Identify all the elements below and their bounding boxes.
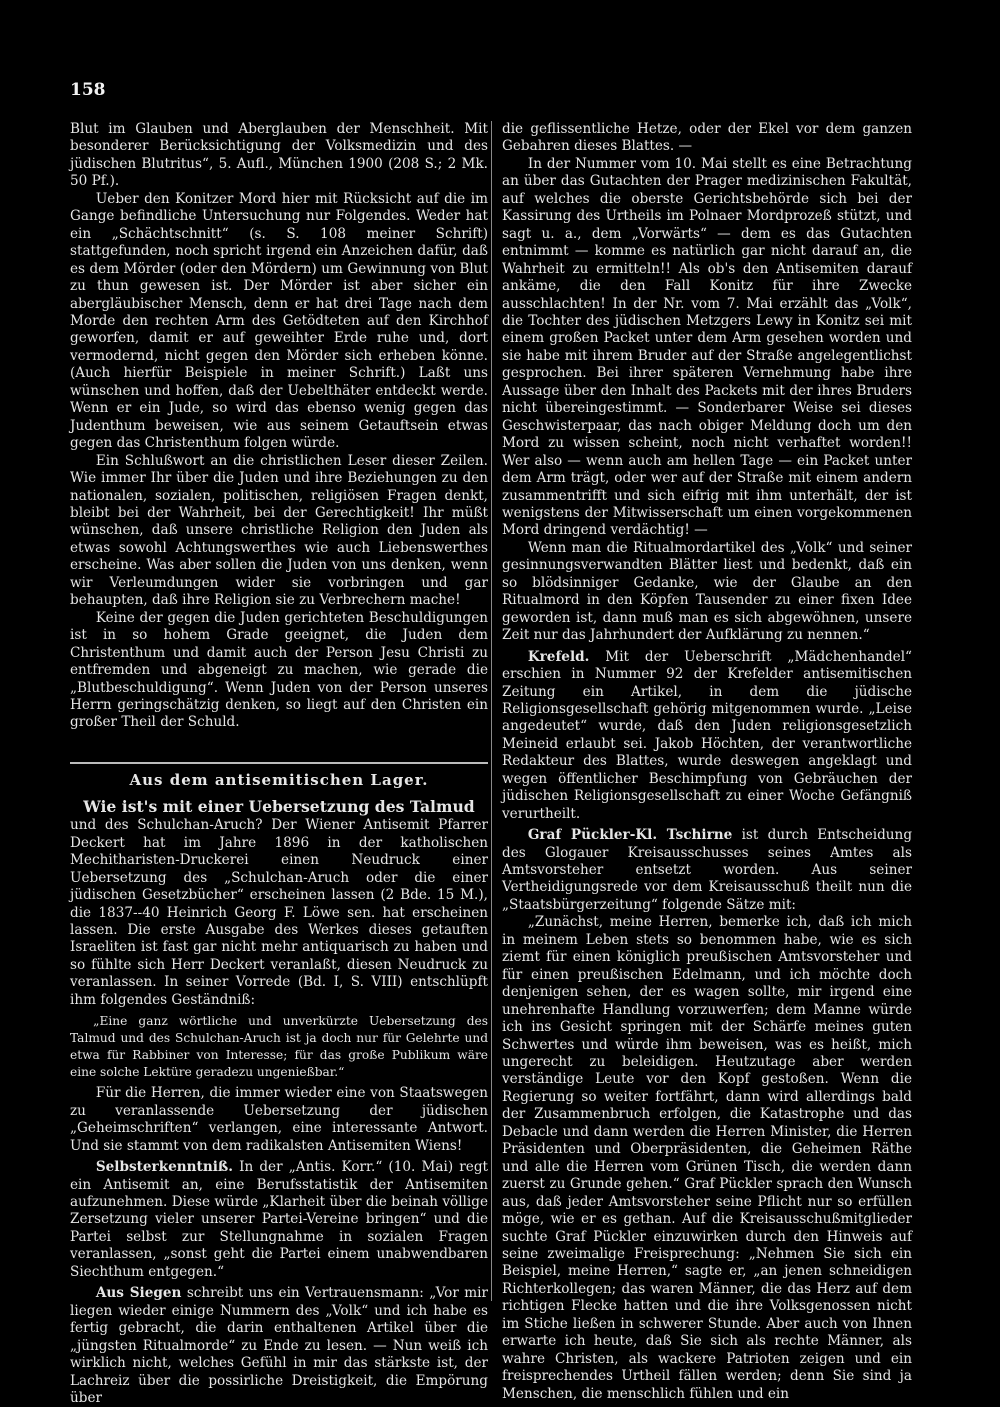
paragraph: Für die Herren, die immer wieder eine von Staatswegen zu veranlassende Uebersetzung der jüdischen „Geheimschriften“ verlangen, eine interessante Antwort. Und sie stammt von dem radikalsten Antisemiten Wiens! bbox=[70, 1085, 488, 1154]
article-head: Graf Pückler-Kl. Tschirne bbox=[527, 827, 733, 844]
paragraph: Ueber den Konitzer Mord hier mit Rücksicht auf die im Gange befindliche Untersuchung nur Folgendes. Weder hat ein „Schächtschnitt“ (s. S. 108 meiner Schrift) stattgefunden, noch spricht irgend ein Anzeichen dafür, daß es dem Mörder (oder den Mördern) um Gewinnung von Blut zu thun gewesen ist. Der Mörder ist aber sicher ein abergläubischer Mensch, denn er hat drei Tage nach dem Morde den rechten Arm des Getödteten auf den Kirchhof geworfen, damit er auf geweihter Erde ruhe und, dort vermodernd, nicht gegen den Mörder sich erheben könne. (Auch hierfür Beispiele in meiner Schrift.) Laßt uns wünschen und hoffen, daß der Uebelthäter entdeckt werde. Wenn er ein Jude, so wird das ebenso wenig gegen das Judenthum beweisen, wie aus seinem Getauftsein etwas gegen das Christenthum folgen würde. bbox=[70, 190, 488, 452]
paragraph bbox=[70, 1285, 488, 1407]
paragraph bbox=[70, 1159, 488, 1281]
quote: „Eine ganz wörtliche und unverkürzte Uebersetzung des Talmud und des Schulchan-Aruch ist ja doch nur für Gelehrte und etwa für Rabbiner von Interesse; für das große Publikum wäre eine solche Lektüre geradezu ungenießbar.“ bbox=[70, 1014, 488, 1080]
article-head: Krefeld. bbox=[527, 648, 590, 665]
section-title: Aus dem antisemitischen Lager. bbox=[70, 762, 488, 789]
paragraph: die geflissentliche Hetze, oder der Ekel vor dem ganzen Gebahren dieses Blattes. — bbox=[502, 121, 912, 155]
article-head: Aus Siegen bbox=[95, 1285, 182, 1302]
right-column bbox=[502, 121, 912, 1403]
paragraph bbox=[502, 827, 912, 914]
paragraph-text: Mit der Ueberschrift „Mädchenhandel“ erschien in Nummer 92 der Krefelder antisemitischen Zeitung ein Artikel, in dem die jüdische Religionsgesellschaft gehörig mitgenommen wurde. „Leise angedeutet“ wurde, daß den Juden religionsgesetzlich Meineid erlaubt sei. Jakob Höchten, der verantwortliche Redakteur des Blattes, wurde deswegen angeklagt und wegen öffentlicher Beschimpfung von Gebräuchen der jüdischen Religionsgesellschaft zu einer Woche Gefängniß verurtheilt. bbox=[502, 648, 913, 822]
paragraph: Keine der gegen die Juden gerichteten Beschuldigungen ist in so hohem Grade geeignet, die Juden dem Christenthum und damit auch der Person Jesu Christi zu entfremden und abgeneigt zu machen, wie gerade die „Blutbeschuldigung“. Wenn Juden von der Person unseres Herrn geringschätzig denken, so liegt auf den Christen ein großer Theil der Schuld. bbox=[70, 609, 488, 731]
paragraph-text: schreibt uns ein Vertrauensmann: „Vor mir liegen wieder einige Nummern des „Volk“ und ich habe es fertig gebracht, die darin enthaltenen Artikel über die „jüngsten Ritualmorde“ zu Ende zu lesen. — Nun weiß ich wirklich nicht, welches Gefühl in mir das stärkste ist, der Lachreiz über die possirliche Dreistigkeit, die Empörung über bbox=[70, 1285, 489, 1406]
paragraph: und des Schulchan-Aruch? Der Wiener Antisemit Pfarrer Deckert hat im Jahre 1896 in der katholischen Mechitharisten-Druckerei einen Neudruck einer Uebersetzung des „Schulchan-Aruch oder die einer jüdischen Gesetzbücher“ erscheinen lassen (2 Bde. 15 M.), die 1837--40 Heinrich Georg F. Löwe sen. hat erscheinen lassen. Die erste Ausgabe des Werkes dieses getauften Israeliten ist fast gar nicht mehr antiquarisch zu haben und so fühlte sich Herr Deckert veranlaßt, diesen Neudruck zu veranlassen. In seiner Vorrede (Bd. I, S. VIII) entschlüpft ihm folgendes Geständniß: bbox=[70, 817, 488, 1008]
paragraph: Ein Schlußwort an die christlichen Leser dieser Zeilen. Wie immer Ihr über die Juden und ihre Beziehungen zu den nationalen, sozialen, politischen, religiösen Fragen denkt, bleibt bei der Wahrheit, bei der Gerechtigkeit! Ihr müßt wünschen, daß unsere christliche Religion den Juden als etwas sowohl Achtungswerthes wie auch Liebenswerthes erscheine. Was aber sollen die Juden von uns denken, wenn wir Verleumdungen wider sie vorbringen und gar behaupten, daß ihre Religion sie zu Verbrechern mache! bbox=[70, 452, 488, 609]
paragraph: Wenn man die Ritualmordartikel des „Volk“ und seiner gesinnungsverwandten Blätter liest und bedenkt, daß ein so blödsinniger Gedanke, wie der Glaube an den Ritualmord in den Köpfen Tausender zu einer fixen Idee geworden ist, dann muß man es sich abgewöhnen, unsere Zeit nur das Jahrhundert der Aufklärung zu nennen.“ bbox=[502, 539, 912, 644]
paragraph-text: In der „Antis. Korr.“ (10. Mai) regt ein Antisemit an, eine Berufsstatistik der Antisemiten aufzunehmen. Diese würde „Klarheit über die beinah völlige Zersetzung vieler unserer Partei-Vereine bringen“ und die Partei selbst zur Stellungnahme in sozialen Fragen veranlassen, „sonst geht die Partei einem unabwendbaren Siechthum entgegen.“ bbox=[70, 1159, 488, 1280]
paragraph: Blut im Glauben und Aberglauben der Menschheit. Mit besonderer Berücksichtigung der Volksmedizin und des jüdischen Blutritus“, 5. Aufl., München 1900 (208 S.; 2 Mk. 50 Pf.). bbox=[70, 121, 488, 190]
paragraph: In der Nummer vom 10. Mai stellt es eine Betrachtung an über das Gutachten der Prager medizinischen Fakultät, auf welches die oberste Gerichtsbehörde sich bei der Kassirung des Urtheils im Polnaer Mordprozeß stützt, und sagt u. a., dem „Vorwärts“ — dem es das Gutachten entnimmt — komme es natürlich gar nicht darauf an, die Wahrheit zu ermitteln!! Als ob's den Antisemiten darauf ankäme, die den Fall Konitz für ihre Zwecke ausschlachten! In der Nr. vom 7. Mai erzählt das „Volk“, die Tochter des jüdischen Metzgers Lewy in Konitz sei mit einem großen Packet unter dem Arm gesehen worden und sie habe mit ihrem Bruder auf der Straße angelegentlichst gesprochen. Bei ihrer späteren Vernehmung habe ihre Aussage über den Inhalt des Packets mit der ihres Bruders nicht übereingestimmt. — Sonderbarer Weise sei dieses Geschwisterpaar, das nach obiger Meldung doch um den Mord zu wissen scheint, noch nicht verhaftet worden!! Wer also — wenn auch am hellen Tage — ein Packet unter dem Arm trägt, oder wer auf der Straße mit einem andern zusammentrifft und sich eifrig mit ihm unterhält, der ist wenigstens der Mitwisserschaft um einen vorgekommenen Mord dringend verdächtig! — bbox=[502, 155, 912, 539]
column-rule bbox=[491, 121, 492, 1301]
paragraph: „Zunächst, meine Herren, bemerke ich, daß ich mich in meinem Leben stets so benommen habe, wie es sich ziemt für einen königlich preußischen Amtsvorsteher und für einen preußischen Edelmann, und ich möchte doch denjenigen sehen, der es wagen sollte, mir irgend eine unehrenhafte Handlung vorzuwerfen; dem Manne würde ich ins Gesicht springen mit der Schärfe meines guten Schwertes und würde ihm beweisen, was es heißt, mich ungerecht zu beleidigen. Heutzutage aber werden verständige Leute vor den Kopf gestoßen. Wenn die Regierung so weiter fortfährt, dann wird allerdings bald der Zusammenbruch erfolgen, die Katastrophe und das Debacle und dann werden die Herren Minister, die Herren Präsidenten und Oberpräsidenten, die Geheimen Räthe und alle die Herren vom Grünen Tisch, die werden dann zuerst zu Grunde gehen.“ Graf Pückler sprach den Wunsch aus, daß jeder Amtsvorsteher seine Pflicht nur so erfüllen möge, wie er es gethan. Auf die Kreisausschußmitglieder suchte Graf Pückler einzuwirken durch den Hinweis auf seine zweimalige Freisprechung: „Nehmen Sie sich ein Beispiel, meine Herren,“ sagte er, „an jenen schneidigen Richterkollegen; das waren Männer, die das Herz auf dem richtigen Flecke hatten und die ihre Volksgenossen nicht im Stiche ließen in schwerer Stunde. Aber auch von Ihnen erwarte ich heute, daß Sie sich als rechte Männer, als wahre Christen, als wackere Patrioten zeigen und ein freisprechendes Urtheil fällen werden; denn Sie sind ja Menschen, die menschlich fühlen und ein bbox=[502, 914, 912, 1402]
article-head: Selbsterkenntniß. bbox=[95, 1159, 233, 1176]
paragraph bbox=[502, 649, 912, 824]
left-column bbox=[70, 121, 488, 1407]
article-headline: Wie ist's mit einer Uebersetzung des Talmud bbox=[83, 797, 475, 817]
page-number: 158 bbox=[70, 80, 106, 100]
paragraph-text: ist durch Entscheidung des Glogauer Kreisausschusses seines Amtes als Amtsvorsteher entsetzt worden. Aus seiner Vertheidigungsrede vor dem Kreisausschuß theilt nun die „Staatsbürgerzeitung“ folgende Sätze mit: bbox=[502, 827, 913, 913]
